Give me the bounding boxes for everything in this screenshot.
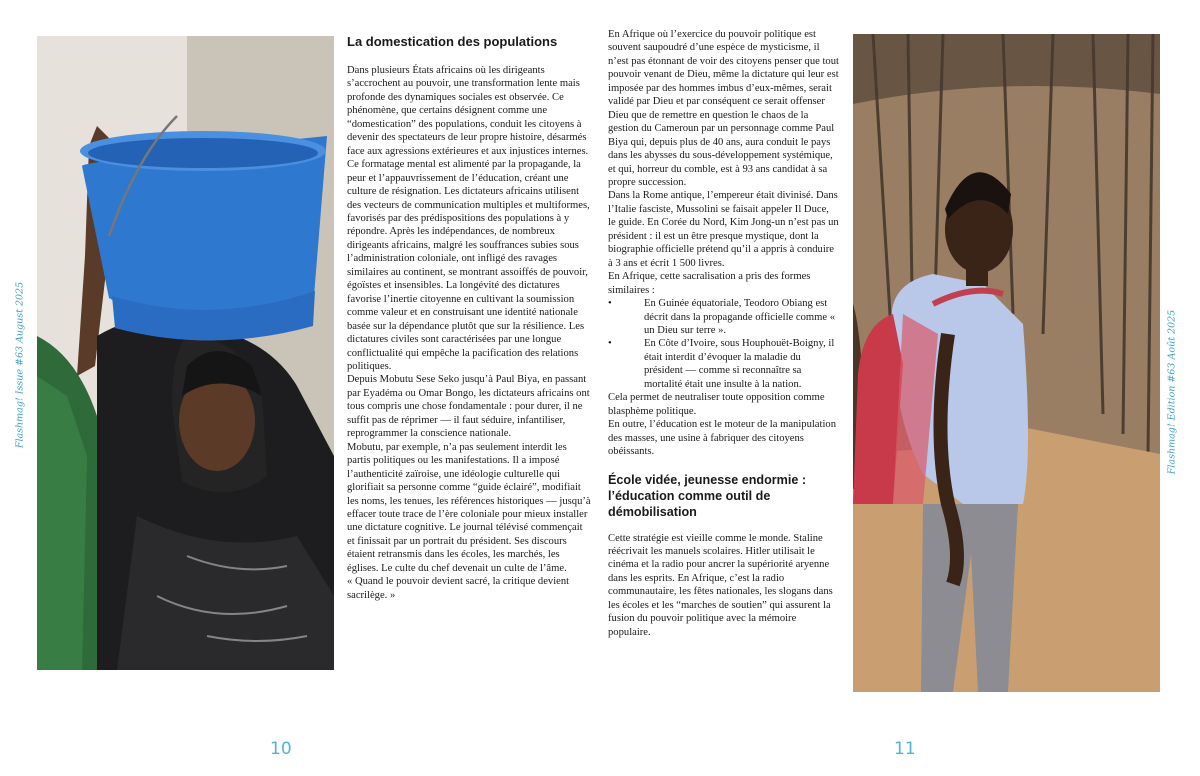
article-column-left [347, 34, 591, 602]
bullet-item [608, 337, 839, 391]
paragraph: Dans plusieurs États africains où les dirigeants s’accrochent au pouvoir, une transformation lente mais profonde des dynamiques sociales est observée. Ce phénomène, que certains désignent comme une “domestication” des populations, conduit les citoyens à devenir des spectateurs de leur propre histoire, désarmés face aux agressions extérieures et aux injustices internes. Ce formatage mental est alimenté par la propagande, la peur et l’appauvrissement de l’éducation, créant une culture de résignation. Les dictateurs africains utilisent des vecteurs de communication multiples et multiformes, favorisés par des prédispositions des populations à y répondre. Après les indépendances, de nombreux dirigeants africains, malgré les souffrances subies sous l’administration coloniale, ont infligé des ravages similaires au continent, se montrant assoiffés de pouvoir, égoïstes et insensibles. La longévité des dictatures favorise l’inertie citoyenne en cultivant la soumission comme valeur et en construisant une identité nationale basée sur la dépendance plutôt que sur la résilience. Les dictatures civiles sont caractérisées par une longue conflictualité qui empêche la pacification des relations politiques. [347, 65, 590, 372]
page-number-right: 11 [894, 739, 916, 759]
section-heading: La domestication des populations [347, 34, 558, 49]
photo-boy-with-backpack [853, 34, 1160, 692]
paragraph: Dans la Rome antique, l’empereur était divinisé. Dans l’Italie fasciste, Mussolini se faisait appeler Il Duce, le guide. En Corée du Nord, Kim Jong-un n’est pas un président : il est un être presque mystique, dont la biographie officielle prétend qu’il a appris à conduire à 3 ans et écrit 1 500 livres. [608, 190, 839, 269]
article-column-right [608, 28, 839, 639]
bullet-dot: • [608, 338, 612, 350]
bullet-text: En Guinée équatoriale, Teodoro Obiang est décrit dans la propagande officielle comme « un Dieu sur terre ». [644, 298, 836, 336]
paragraph: Cette stratégie est vieille comme le monde. Staline réécrivait les manuels scolaires. Hitler utilisait le cinéma et la radio pour ancrer la supériorité aryenne dans les esprits. En Afrique, c’est la radio communautaire, les fêtes nationales, les slogans dans les écoles et les “marches de soutien” qui assurent la fusion du pouvoir politique avec la mémoire populaire. [608, 532, 833, 638]
paragraph: En Afrique où l’exercice du pouvoir politique est souvent saupoudré d’une espèce de mysticisme, il n’est pas étonnant de voir des citoyens penser que tout pouvoir venant de Dieu, même la dictature qui leur est imposée par des hommes imbus d’eux-mêmes, serait validé par Dieu et par conséquent ce serait offenser Dieu que de remettre en question le chaos de la gestion du Cameroun par un personnage comme Paul Biya qui, depuis plus de 40 ans, aura conduit le pays dans les abysses du sous-développement systémique, et qui, horreur du comble, est à 93 ans candidat à sa propre succession. [608, 29, 839, 188]
side-caption-right: Flashmag! Edition #63 Août 2025 [1166, 309, 1178, 475]
bullet-dot: • [608, 298, 612, 310]
paragraph: Cela permet de neutraliser toute opposition comme blasphème politique. [608, 392, 825, 417]
paragraph: En Afrique, cette sacralisation a pris des formes similaires : [608, 271, 811, 296]
paragraph: En outre, l’éducation est le moteur de la manipulation des masses, une usine à fabriquer des citoyens obéissants. [608, 419, 836, 458]
side-caption-left: Flashmag! Issue #63 August 2025 [14, 281, 26, 449]
photo-girl-with-bucket [37, 36, 334, 670]
paragraph: Depuis Mobutu Sese Seko jusqu’à Paul Biya, en passant par Eyadéma ou Omar Bongo, les dictateurs africains ont tous compris une chose fondamentale : pour durer, il ne suffit pas de réprimer — il faut séduire, infantiliser, reprogrammer la conscience nationale. [347, 374, 590, 440]
paragraph: Mobutu, par exemple, n’a pas seulement interdit les partis politiques ou les manifestations. Il a imposé l’authenticité zaïroise, une idéologie culturelle qui glorifiait sa personne comme “guide éclairé”, modifiait les noms, les tenues, les références historiques — jusqu’à effacer toute trace de l’ère coloniale pour mieux installer une dictature cognitive. Le journal télévisé commençait et finissait par un portrait du président. Ses discours étaient retransmis dans les écoles, les marchés, les églises. Le culte du chef devenait un culte de l’âme. [347, 441, 591, 574]
page-number-left: 10 [270, 739, 292, 759]
section-heading: École vidée, jeunesse endormie : l’éducation comme outil de démobilisation [608, 472, 807, 519]
bullet-text: En Côte d’Ivoire, sous Houphouët-Boigny, il était interdit d’évoquer la maladie du président — comme si reconnaître sa mortalité était une insulte à la nation. [644, 338, 835, 390]
bullet-item [608, 297, 839, 337]
pull-quote: « Quand le pouvoir devient sacré, la critique devient sacrilège. » [347, 576, 570, 601]
